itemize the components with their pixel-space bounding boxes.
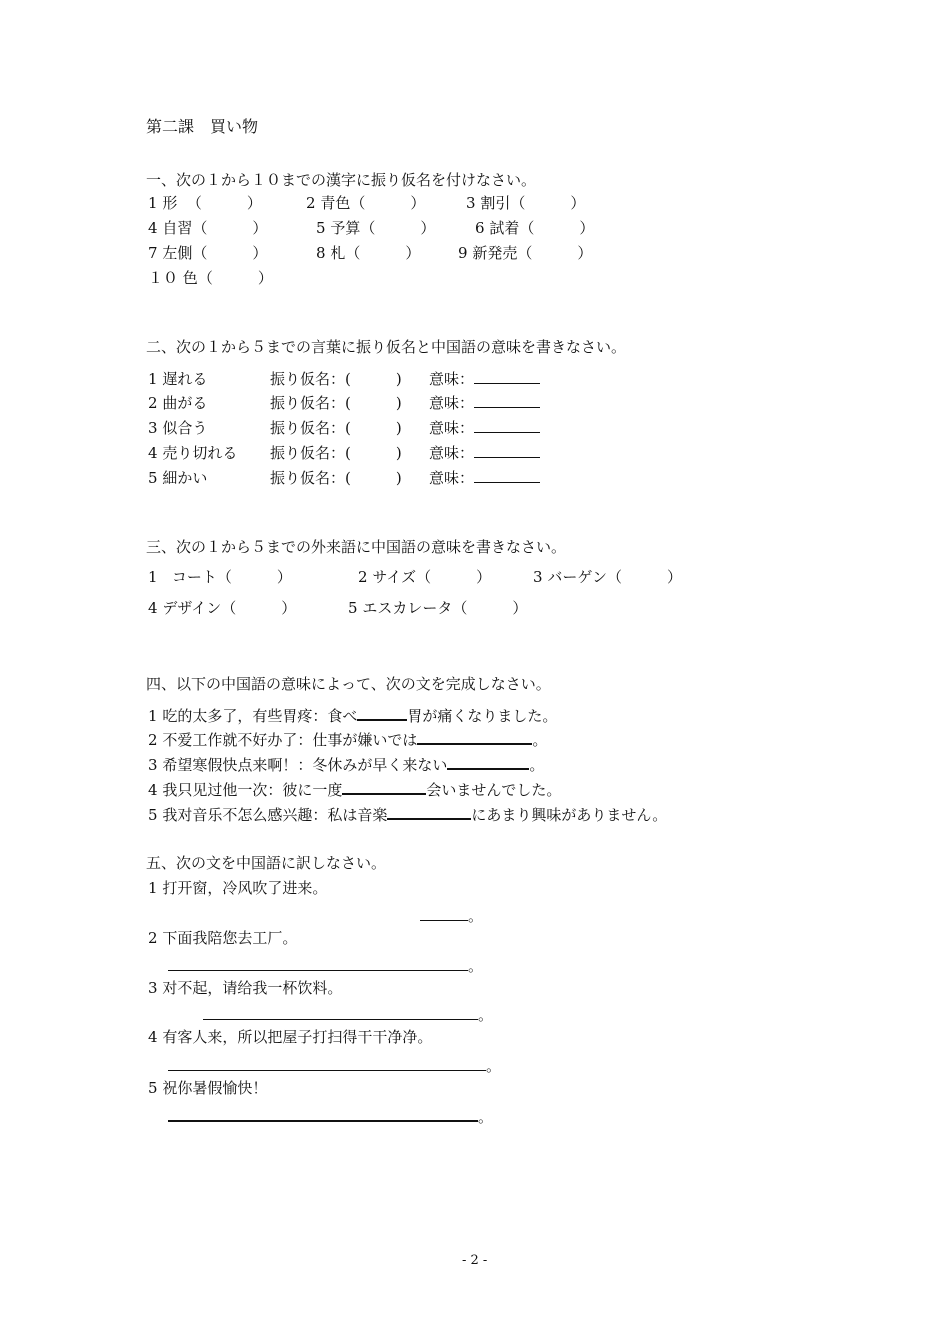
answer-blank[interactable]: コート（ ）: [171, 568, 292, 586]
answer-blank[interactable]: デザイン（ ）: [162, 599, 297, 617]
item-word: 予算: [330, 219, 361, 237]
list-item: [148, 369, 207, 389]
sentence-text: 打开窗，冷风吹了进来。: [162, 879, 328, 897]
period-mark: 。: [478, 1006, 494, 1024]
list-item: [148, 243, 267, 263]
item-number: 5: [148, 806, 158, 824]
list-item: [148, 754, 544, 775]
list-item: [148, 928, 297, 948]
answer-blank[interactable]: エスカレータ（ ）: [362, 599, 528, 617]
list-item: [148, 418, 207, 438]
page-number: - 2 -: [462, 1253, 488, 1268]
sentence-before: 不爱工作就不好办了：仕事が嫌いでは: [162, 731, 418, 749]
answer-blank[interactable]: （ ）: [519, 219, 595, 237]
item-word: 自習: [162, 219, 193, 237]
answer-blank[interactable]: （ ）: [345, 244, 421, 262]
item-word: 札: [330, 244, 346, 262]
answer-blank[interactable]: バーゲン（ ）: [547, 568, 683, 586]
meaning-field[interactable]: [429, 369, 540, 389]
sentence-before: 我只见过他一次：彼に一度: [162, 781, 343, 799]
list-item: [148, 804, 667, 825]
answer-blank[interactable]: [342, 779, 426, 795]
item-number: 4: [148, 1028, 158, 1046]
item-number: 4: [148, 219, 158, 237]
meaning-label: 意味：: [429, 469, 475, 487]
list-item: [316, 243, 420, 263]
meaning-label: 意味：: [429, 444, 475, 462]
item-number: 9: [458, 244, 468, 262]
item-number: 1: [148, 194, 158, 212]
item-word: 青色: [320, 194, 351, 212]
item-word: 似合う: [162, 419, 208, 437]
sentence-before: 希望寒假快点来啊！：冬休みが早く来ない: [162, 756, 448, 774]
item-word: 割引: [480, 194, 511, 212]
answer-line[interactable]: [168, 1106, 493, 1127]
item-number: 2: [148, 731, 158, 749]
list-item: [533, 567, 682, 587]
item-number: 5: [148, 469, 158, 487]
item-number: 3: [148, 419, 158, 437]
sentence-after: 。: [532, 731, 548, 749]
item-word: 売り切れる: [162, 444, 238, 462]
item-word: 試着: [489, 219, 520, 237]
item-number: 5: [348, 599, 358, 617]
period-mark: 。: [468, 907, 484, 925]
item-number: 3: [148, 756, 158, 774]
item-number: 6: [475, 219, 485, 237]
page-title: 第二課 買い物: [146, 117, 259, 136]
list-item: [306, 193, 425, 213]
answer-blank[interactable]: （ ）: [186, 194, 262, 212]
answer-blank[interactable]: [357, 705, 407, 721]
item-number: 1: [148, 879, 158, 897]
section-4-heading: 四、以下の中国語の意味によって、次の文を完成しなさい。: [146, 675, 551, 693]
list-item: [148, 1027, 432, 1047]
meaning-field[interactable]: [429, 418, 540, 438]
answer-blank[interactable]: [203, 1005, 478, 1020]
answer-line[interactable]: [168, 956, 483, 976]
answer-blank[interactable]: [474, 443, 540, 458]
item-number: １０: [148, 269, 179, 287]
furigana-field[interactable]: 振り仮名：( ): [270, 444, 402, 462]
item-number: 4: [148, 781, 158, 799]
list-item: [348, 598, 527, 618]
item-word: 細かい: [162, 469, 208, 487]
item-number: 2: [358, 568, 368, 586]
item-number: 3: [466, 194, 476, 212]
sentence-text: 下面我陪您去工厂。: [162, 929, 298, 947]
item-number: 2: [148, 394, 158, 412]
furigana-field[interactable]: 振り仮名：( ): [270, 469, 402, 487]
answer-blank[interactable]: [474, 369, 540, 384]
item-word: 遅れる: [162, 370, 208, 388]
item-number: 3: [148, 979, 158, 997]
answer-blank[interactable]: [420, 906, 468, 921]
period-mark: 。: [478, 1108, 494, 1126]
item-word: 形: [162, 194, 178, 212]
sentence-before: 吃的太多了，有些胃疼：食べ: [162, 707, 358, 725]
meaning-label: 意味：: [429, 419, 475, 437]
section-3-heading: 三、次の１から５までの外来語に中国語の意味を書きなさい。: [146, 538, 567, 556]
list-item: [466, 193, 585, 213]
item-word: 曲がる: [162, 394, 208, 412]
sentence-text: 对不起，请给我一杯饮料。: [162, 979, 343, 997]
answer-line[interactable]: [203, 1005, 493, 1025]
furigana-field[interactable]: 振り仮名：( ): [270, 419, 402, 437]
meaning-label: 意味：: [429, 370, 475, 388]
list-item: [148, 567, 292, 587]
section-1-heading: 一、次の１から１０までの漢字に振り仮名を付けなさい。: [146, 171, 537, 189]
list-item: [475, 218, 594, 238]
answer-blank[interactable]: （ ）: [360, 219, 436, 237]
answer-blank[interactable]: [474, 393, 540, 408]
answer-blank[interactable]: [417, 729, 532, 745]
item-number: 7: [148, 244, 158, 262]
list-item: [148, 978, 342, 998]
meaning-field[interactable]: [429, 468, 540, 488]
furigana-field[interactable]: 振り仮名：( ): [270, 370, 402, 388]
period-mark: 。: [468, 957, 484, 975]
furigana-field[interactable]: 振り仮名：( ): [270, 394, 402, 412]
answer-line[interactable]: [168, 1056, 501, 1076]
sentence-text: 祝你暑假愉快！: [162, 1079, 268, 1097]
answer-blank[interactable]: （ ）: [192, 219, 268, 237]
item-number: 1: [148, 568, 158, 586]
sentence-after: 会いませんでした。: [426, 781, 562, 799]
item-word: 新発売: [472, 244, 518, 262]
list-item: [148, 705, 557, 726]
answer-blank[interactable]: [168, 1106, 478, 1122]
list-item: [148, 729, 547, 750]
section-5-heading: 五、次の文を中国語に訳しなさい。: [146, 854, 387, 872]
sentence-before: 我对音乐不怎么感兴趣：私は音楽: [162, 806, 388, 824]
answer-blank[interactable]: （ ）: [192, 244, 268, 262]
answer-line[interactable]: [420, 906, 483, 926]
answer-blank[interactable]: （ ）: [510, 194, 586, 212]
list-item: [148, 268, 273, 288]
list-item: [148, 598, 296, 618]
meaning-field[interactable]: [429, 393, 540, 413]
answer-blank[interactable]: （ ）: [350, 194, 426, 212]
list-item: [148, 393, 207, 413]
item-number: 4: [148, 444, 158, 462]
list-item: [148, 443, 237, 463]
list-item: [148, 468, 207, 488]
answer-blank[interactable]: [168, 956, 468, 971]
item-number: 5: [148, 1079, 158, 1097]
list-item: [148, 1078, 267, 1098]
item-number: 8: [316, 244, 326, 262]
answer-blank[interactable]: [387, 804, 471, 820]
list-item: [148, 779, 561, 800]
answer-blank[interactable]: [447, 754, 529, 770]
item-number: 2: [148, 929, 158, 947]
section-2-heading: 二、次の１から５までの言葉に振り仮名と中国語の意味を書きなさい。: [146, 338, 627, 356]
item-number: 1: [148, 370, 158, 388]
meaning-label: 意味：: [429, 394, 475, 412]
sentence-after: 。: [529, 756, 545, 774]
item-number: 4: [148, 599, 158, 617]
meaning-field[interactable]: [429, 443, 540, 463]
answer-blank[interactable]: [474, 468, 540, 483]
list-item: [148, 878, 327, 898]
list-item: [358, 567, 491, 587]
item-word: 色: [182, 269, 198, 287]
item-number: 1: [148, 707, 158, 725]
item-number: 5: [316, 219, 326, 237]
item-number: 3: [533, 568, 543, 586]
answer-blank[interactable]: [168, 1056, 486, 1071]
list-item: [148, 193, 262, 213]
item-word: 左側: [162, 244, 193, 262]
item-number: 2: [306, 194, 316, 212]
list-item: [148, 218, 267, 238]
list-item: [458, 243, 592, 263]
period-mark: 。: [486, 1057, 502, 1075]
sentence-after: にあまり興味がありません。: [471, 806, 668, 824]
answer-blank[interactable]: [474, 418, 540, 433]
answer-blank[interactable]: （ ）: [197, 269, 273, 287]
answer-blank[interactable]: サイズ（ ）: [372, 568, 492, 586]
answer-blank[interactable]: （ ）: [517, 244, 593, 262]
sentence-text: 有客人来，所以把屋子打扫得干干净净。: [162, 1028, 433, 1046]
list-item: [316, 218, 435, 238]
sentence-after: 胃が痛くなりました。: [407, 707, 558, 725]
